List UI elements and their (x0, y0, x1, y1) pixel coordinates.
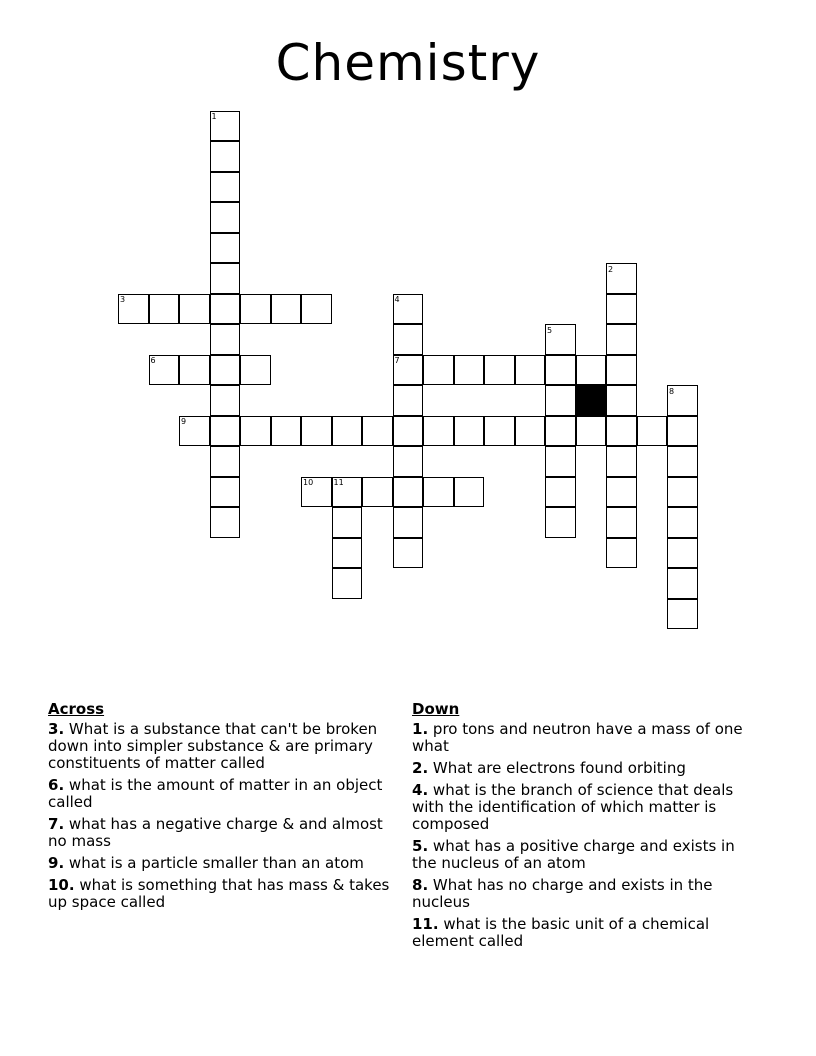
answer-square[interactable] (393, 538, 424, 569)
blocked-square (576, 385, 607, 416)
down-heading: Down (412, 700, 460, 718)
answer-square[interactable] (667, 507, 698, 538)
answer-square[interactable] (210, 324, 241, 355)
down-clues (412, 700, 752, 955)
answer-square[interactable] (210, 111, 241, 142)
answer-square[interactable] (210, 233, 241, 264)
answer-square[interactable] (210, 202, 241, 233)
answer-square[interactable] (301, 294, 332, 325)
answer-square[interactable] (423, 416, 454, 447)
answer-square[interactable] (118, 294, 149, 325)
answer-square[interactable] (454, 477, 485, 508)
clue-down-8: 8. What has no charge and exists in the nucleus (412, 876, 713, 911)
answer-square[interactable] (545, 507, 576, 538)
answer-square[interactable] (240, 416, 271, 447)
answer-square[interactable] (271, 294, 302, 325)
answer-square[interactable] (515, 355, 546, 386)
answer-square[interactable] (606, 294, 637, 325)
answer-square[interactable] (576, 355, 607, 386)
answer-square[interactable] (332, 568, 363, 599)
clue-number-label: 10 (303, 478, 314, 487)
answer-square[interactable] (423, 355, 454, 386)
answer-square[interactable] (393, 416, 424, 447)
answer-square[interactable] (606, 416, 637, 447)
clue-number-label: 7 (394, 356, 400, 365)
answer-square[interactable] (606, 538, 637, 569)
answer-square[interactable] (362, 477, 393, 508)
answer-square[interactable] (393, 355, 424, 386)
clue-down-2: 2. What are electrons found orbiting (412, 759, 686, 777)
clue-number-label: 3 (120, 295, 126, 304)
answer-square[interactable] (667, 599, 698, 630)
clue-number-label: 9 (181, 417, 187, 426)
answer-square[interactable] (606, 477, 637, 508)
answer-square[interactable] (332, 538, 363, 569)
answer-square[interactable] (271, 416, 302, 447)
answer-square[interactable] (210, 355, 241, 386)
answer-square[interactable] (545, 416, 576, 447)
answer-square[interactable] (667, 446, 698, 477)
clue-number-label: 4 (394, 295, 400, 304)
answer-square[interactable] (454, 355, 485, 386)
answer-square[interactable] (484, 416, 515, 447)
clue-down-1: 1. pro tons and neutron have a mass of one what (412, 720, 743, 755)
answer-square[interactable] (210, 446, 241, 477)
answer-square[interactable] (179, 294, 210, 325)
answer-square[interactable] (179, 416, 210, 447)
clue-down-11: 11. what is the basic unit of a chemical element called (412, 915, 710, 950)
clue-down-5: 5. what has a positive charge and exists in the nucleus of an atom (412, 837, 735, 872)
answer-square[interactable] (545, 385, 576, 416)
answer-square[interactable] (210, 416, 241, 447)
answer-square[interactable] (210, 294, 241, 325)
answer-square[interactable] (332, 507, 363, 538)
answer-square[interactable] (545, 446, 576, 477)
answer-square[interactable] (637, 416, 668, 447)
answer-square[interactable] (667, 538, 698, 569)
clue-across-9: 9. what is a particle smaller than an atom (48, 854, 364, 872)
answer-square[interactable] (210, 477, 241, 508)
answer-square[interactable] (210, 141, 241, 172)
answer-square[interactable] (332, 416, 363, 447)
answer-square[interactable] (454, 416, 485, 447)
answer-square[interactable] (301, 477, 332, 508)
clue-across-7: 7. what has a negative charge & and almost no mass (48, 815, 383, 850)
answer-square[interactable] (149, 294, 180, 325)
clue-number-label: 6 (150, 356, 156, 365)
answer-square[interactable] (240, 355, 271, 386)
answer-square[interactable] (545, 477, 576, 508)
answer-square[interactable] (362, 416, 393, 447)
answer-square[interactable] (393, 446, 424, 477)
answer-square[interactable] (393, 294, 424, 325)
answer-square[interactable] (393, 385, 424, 416)
answer-square[interactable] (210, 172, 241, 203)
answer-square[interactable] (301, 416, 332, 447)
clue-across-3: 3. What is a substance that can't be broken down into simpler substance & are primary constituents of matter called (48, 720, 378, 772)
answer-square[interactable] (210, 385, 241, 416)
answer-square[interactable] (606, 355, 637, 386)
answer-square[interactable] (606, 507, 637, 538)
answer-square[interactable] (667, 385, 698, 416)
answer-square[interactable] (606, 385, 637, 416)
answer-square[interactable] (484, 355, 515, 386)
answer-square[interactable] (332, 477, 363, 508)
answer-square[interactable] (179, 355, 210, 386)
answer-square[interactable] (606, 324, 637, 355)
clue-number-label: 8 (669, 386, 675, 396)
clue-across-6: 6. what is the amount of matter in an object called (48, 776, 383, 811)
clue-down-4: 4. what is the branch of science that deals with the identification of which matter is composed (412, 781, 734, 833)
answer-square[interactable] (667, 416, 698, 447)
answer-square[interactable] (393, 507, 424, 538)
across-clues (48, 700, 393, 916)
answer-square[interactable] (667, 568, 698, 599)
answer-square[interactable] (545, 355, 576, 386)
answer-square[interactable] (240, 294, 271, 325)
answer-square[interactable] (423, 477, 454, 508)
clue-number-label: 5 (547, 325, 553, 335)
answer-square[interactable] (393, 324, 424, 355)
clue-number-label: 1 (211, 112, 217, 121)
answer-square[interactable] (667, 477, 698, 508)
answer-square[interactable] (576, 416, 607, 447)
answer-square[interactable] (393, 477, 424, 508)
answer-square[interactable] (515, 416, 546, 447)
answer-square[interactable] (149, 355, 180, 386)
answer-square[interactable] (606, 446, 637, 477)
answer-square[interactable] (210, 263, 241, 294)
clue-number-label: 11 (333, 478, 344, 487)
clue-number-label: 2 (608, 264, 614, 274)
puzzle-title: Chemistry (275, 34, 541, 92)
answer-square[interactable] (210, 507, 241, 538)
answer-square[interactable] (545, 324, 576, 355)
across-heading: Across (48, 700, 105, 718)
clue-across-10: 10. what is something that has mass & takes up space called (48, 876, 390, 911)
answer-square[interactable] (606, 263, 637, 294)
